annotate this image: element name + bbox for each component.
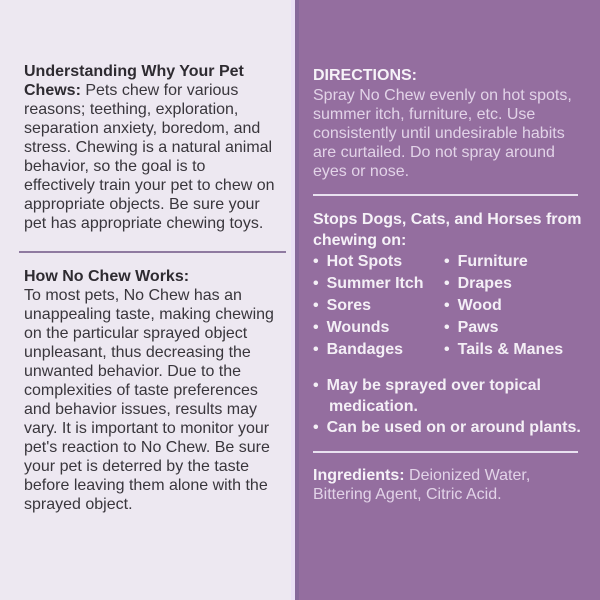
- directions-panel: [295, 0, 600, 600]
- why-pet-chews-paragraph: [24, 62, 280, 233]
- list-item: • Wood: [444, 295, 585, 317]
- list-item: • Wounds: [313, 317, 444, 339]
- stops-bullet-columns: [313, 251, 585, 361]
- why-pet-chews-heading: Understanding Why Your Pet Chews:: [24, 63, 244, 99]
- directions-heading: DIRECTIONS:: [313, 67, 417, 84]
- list-item: • Hot Spots: [313, 251, 444, 273]
- right-divider-bottom: [313, 451, 578, 453]
- how-it-works-paragraph: [24, 267, 280, 514]
- directions-body: Spray No Chew evenly on hot spots, summer itch, furniture, etc. Use consistently until undesirable habits are curtailed. Do not spray around eyes or nose.: [313, 87, 572, 180]
- why-pet-chews-body: Pets chew for various reasons; teething, exploration, separation anxiety, boredom, and stress. Chewing is a natural animal behavior, so the goal is to effectively train your pet to chew on appropriate objects. Be sure your pet has appropriate chewing toys.: [24, 82, 275, 232]
- ingredients-paragraph: [313, 466, 585, 504]
- list-item: • Tails & Manes: [444, 339, 585, 361]
- left-section-divider: [19, 251, 286, 253]
- list-item: • Summer Itch: [313, 273, 444, 295]
- ingredients-body: Deionized Water, Bittering Agent, Citric Acid.: [313, 467, 531, 503]
- left-info-panel: [0, 0, 291, 600]
- stops-heading: Stops Dogs, Cats, and Horses from chewing on:: [313, 211, 582, 249]
- how-it-works-heading: How No Chew Works:: [24, 268, 190, 285]
- list-item: • Paws: [444, 317, 585, 339]
- list-item: • Sores: [313, 295, 444, 317]
- ingredients-heading: Ingredients:: [313, 467, 405, 484]
- how-it-works-body: To most pets, No Chew has an unappealing taste, making chewing on the particular sprayed object unpleasant, thus decreasing the unwanted behavior. Due to the complexities of taste preferences and behavior issues, results may vary. It is important to monitor your pet's reaction to No Chew. Be sure your pet is deterred by the taste before leaving them alone with the sprayed object.: [24, 287, 274, 513]
- right-divider-top: [313, 194, 578, 196]
- stops-column-2: [444, 251, 585, 361]
- list-item: • May be sprayed over topical medication.: [313, 375, 585, 417]
- list-item: • Can be used on or around plants.: [313, 417, 585, 438]
- stops-column-1: [313, 251, 444, 361]
- list-item: • Bandages: [313, 339, 444, 361]
- usage-notes-list: [313, 375, 585, 438]
- list-item: • Drapes: [444, 273, 585, 295]
- list-item: • Furniture: [444, 251, 585, 273]
